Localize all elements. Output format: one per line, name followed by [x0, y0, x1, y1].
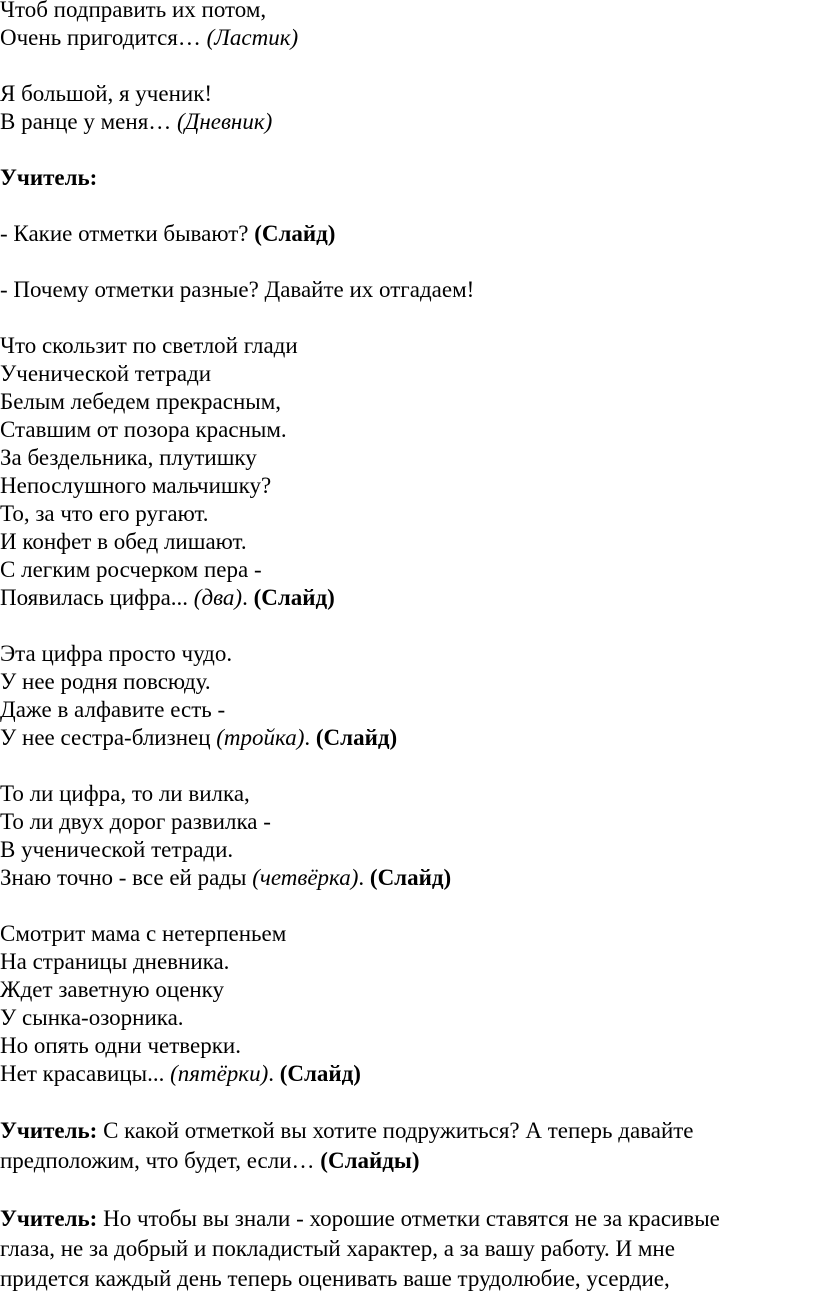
speaker-label: Учитель: — [0, 1118, 98, 1143]
prose-line: Учитель: С какой отметкой вы хотите подружиться? А теперь давайте — [0, 1118, 694, 1143]
question-marks-kinds: - Какие отметки бывают? (Слайд) — [0, 221, 336, 246]
poem-line: На страницы дневника. — [0, 949, 230, 974]
poem-line: Появилась цифра... (два). (Слайд) — [0, 585, 335, 610]
poem-line: Эта цифра просто чудо. — [0, 641, 233, 666]
poem-line: То ли цифра, то ли вилка, — [0, 781, 250, 806]
slide-label: (Слайд) — [369, 865, 452, 890]
riddle-four — [0, 780, 810, 892]
riddle-two — [0, 332, 810, 612]
stanza-gap — [0, 892, 810, 920]
riddle-answer: (пятёрки) — [170, 1061, 269, 1086]
poem-line: Очень пригодится… (Ластик) — [0, 25, 299, 50]
prose-line: придется каждый день теперь оценивать ваше трудолюбие, усердие, — [0, 1266, 670, 1291]
poem-line: То, за что его ругают. — [0, 501, 209, 526]
poem-line: Белым лебедем прекрасным, — [0, 389, 282, 414]
riddle-three — [0, 640, 810, 752]
speaker-label: Учитель: — [0, 1206, 98, 1231]
stanza-gap — [0, 192, 810, 220]
poem-line: Знаю точно - все ей рады (четвёрка). (Слайд) — [0, 865, 452, 890]
poem-line: У сынка-озорника. — [0, 1005, 184, 1030]
stanza-gap — [0, 304, 810, 332]
poem-line: В ученической тетради. — [0, 837, 234, 862]
poem-line: Ученической тетради — [0, 361, 212, 386]
poem-line: Непослушного мальчишку? — [0, 473, 272, 498]
riddle-five — [0, 920, 810, 1088]
poem-line: Чтоб подправить их потом, — [0, 0, 267, 22]
poem-line: И конфет в обед лишают. — [0, 529, 247, 554]
slide-label: (Слайд) — [254, 221, 336, 246]
slides-label: (Слайды) — [320, 1148, 420, 1173]
poem-line: За бездельника, плутишку — [0, 445, 257, 470]
poem-line: С легким росчерком пера - — [0, 557, 262, 582]
stanza-gap — [0, 612, 810, 640]
poem-line: Ставшим от позора красным. — [0, 417, 287, 442]
prose-line: предположим, что будет, если… (Слайды) — [0, 1148, 420, 1173]
teacher-paragraph-2 — [0, 1204, 810, 1294]
slide-label: (Слайд) — [279, 1061, 361, 1086]
poem-line: У нее сестра-близнец (тройка). (Слайд) — [0, 725, 398, 750]
stanza-diary — [0, 80, 810, 136]
riddle-answer: (тройка) — [216, 725, 305, 750]
stanza-gap — [0, 752, 810, 780]
poem-line: Смотрит мама с нетерпеньем — [0, 921, 287, 946]
stanza-eraser — [0, 0, 810, 52]
stanza-gap — [0, 136, 810, 164]
teacher-paragraph-1 — [0, 1116, 810, 1176]
poem-line: То ли двух дорог развилка - — [0, 809, 271, 834]
stanza-gap — [0, 248, 810, 276]
question-marks-different: - Почему отметки разные? Давайте их отгадаем! — [0, 277, 475, 302]
slide-label: (Слайд) — [315, 725, 398, 750]
poem-line: В ранце у меня… (Дневник) — [0, 109, 273, 134]
riddle-answer: (Ластик) — [206, 25, 299, 50]
poem-line: Что скользит по светлой глади — [0, 333, 298, 358]
poem-line: Ждет заветную оценку — [0, 977, 225, 1002]
riddle-answer: (четвёрка) — [252, 865, 359, 890]
poem-line: Но опять одни четверки. — [0, 1033, 241, 1058]
prose-line: глаза, не за добрый и покладистый характер, а за вашу работу. И мне — [0, 1236, 675, 1261]
stanza-gap — [0, 1088, 810, 1116]
poem-line: Даже в алфавите есть - — [0, 697, 226, 722]
paragraph-gap — [0, 1176, 810, 1204]
poem-line: У нее родня повсюду. — [0, 669, 211, 694]
teacher-heading: Учитель: — [0, 165, 98, 190]
poem-line: Нет красавицы... (пятёрки). (Слайд) — [0, 1061, 361, 1086]
stanza-gap — [0, 52, 810, 80]
slide-label: (Слайд) — [253, 585, 335, 610]
prose-line: Учитель: Но чтобы вы знали - хорошие отметки ставятся не за красивые — [0, 1206, 720, 1231]
riddle-answer: (Дневник) — [177, 109, 273, 134]
poem-line: Я большой, я ученик! — [0, 81, 213, 106]
riddle-answer: (два) — [193, 585, 243, 610]
